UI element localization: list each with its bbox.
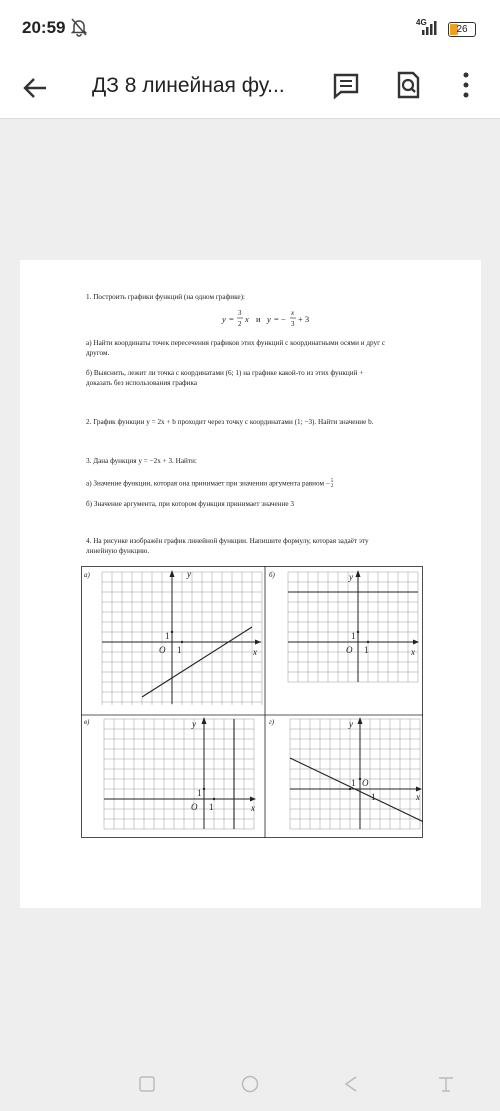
svg-text:+ 3: + 3 (298, 314, 310, 324)
back-nav-icon[interactable] (342, 1075, 360, 1093)
task1-a-line1: а) Найти координаты точек пересечения графиков этих функций с координатными осями и друг с (86, 339, 386, 347)
status-bar (0, 0, 500, 58)
panel-v-x-label: x (251, 803, 255, 813)
svg-text:= −: = − (274, 314, 286, 324)
recent-apps-icon[interactable] (138, 1075, 156, 1093)
document-page (20, 260, 481, 908)
task1-b-line2: доказать без использования графика (86, 379, 198, 387)
task3-title: 3. Дана функция y = −2x + 3. Найти: (86, 457, 197, 465)
panel-a-one-x: 1 (177, 645, 182, 655)
task1-conjunction: и (256, 314, 261, 324)
fraction-5-2: 5 2 (330, 479, 334, 489)
panel-g-origin: O (362, 778, 369, 788)
panel-g-x-label: x (416, 792, 420, 802)
search-document-icon[interactable] (394, 70, 422, 100)
task3-a-text: а) Значение функции, которая она принимает при значении аргумента равном − (86, 479, 330, 488)
task1-title: 1. Построить графики функций (на одном графике): (86, 293, 245, 301)
panel-v-label: в) (84, 718, 90, 726)
panel-b (269, 570, 419, 682)
svg-text:=: = (229, 314, 234, 324)
mute-bell-icon (70, 17, 88, 37)
home-icon[interactable] (240, 1074, 260, 1094)
keyboard-toggle-icon[interactable] (436, 1075, 456, 1093)
task3-b: б) Значение аргумента, при котором функция принимает значение 3 (86, 500, 294, 508)
panel-v (84, 717, 256, 829)
panel-a-x-label: x (253, 647, 257, 657)
panel-g (269, 717, 423, 829)
battery-level: 26 (456, 24, 468, 35)
signal-icon (414, 18, 442, 36)
panel-v-origin: O (191, 802, 198, 812)
panel-a-label: а) (84, 571, 90, 579)
system-nav-bar (0, 1060, 500, 1111)
task1-formula (220, 306, 320, 332)
task4-line2: линейную функцию. (86, 547, 150, 555)
task2-text: 2. График функции y = 2x + b проходит через точку с координатами (1; −3). Найти значение b. (86, 418, 374, 426)
panel-a-y-label: y (187, 569, 191, 579)
svg-text:2: 2 (238, 320, 242, 328)
task1-a-line2: другом. (86, 349, 110, 357)
svg-text:x: x (291, 309, 295, 317)
task3-a (86, 479, 333, 489)
panel-b-label: б) (269, 571, 275, 579)
more-options-icon[interactable] (460, 70, 472, 100)
panel-g-one-x: 1 (351, 778, 356, 788)
svg-text:x: x (245, 314, 249, 324)
network-type: 4G (416, 18, 427, 27)
svg-text:y: y (267, 314, 271, 324)
panel-v-one-y: 1 (197, 788, 202, 798)
svg-text:3: 3 (238, 309, 242, 317)
panel-b-one-x: 1 (364, 645, 369, 655)
panel-b-origin: O (346, 645, 353, 655)
panel-v-y-label: y (192, 719, 196, 729)
panel-g-label: г) (269, 718, 275, 726)
panel-a-one-y: 1 (165, 631, 170, 641)
panel-v-one-x: 1 (209, 802, 214, 812)
battery-icon (448, 22, 476, 37)
svg-text:3: 3 (291, 320, 295, 328)
svg-text:y: y (222, 314, 226, 324)
task1-b-line1: б) Выяснить, лежит ли точка с координатами (6; 1) на графике какой-то из этих функций + (86, 369, 364, 377)
panel-a-origin: O (159, 645, 166, 655)
panel-b-x-label: x (411, 647, 415, 657)
comments-icon[interactable] (332, 72, 360, 100)
panel-a (84, 569, 262, 705)
task4-line1: 4. На рисунке изображён график линейной функции. Напишите формулу, которая задаёт эту (86, 537, 369, 545)
panel-g-y-label: y (349, 719, 353, 729)
figure-table (81, 566, 423, 838)
app-bar (0, 58, 500, 119)
panel-b-one-y: 1 (351, 631, 356, 641)
back-arrow-icon[interactable] (22, 76, 48, 100)
panel-b-y-label: y (349, 572, 353, 582)
panel-g-one-y: 1 (371, 792, 376, 802)
document-title: ДЗ 8 линейная фу... (92, 74, 285, 97)
clock: 20:59 (22, 18, 66, 37)
